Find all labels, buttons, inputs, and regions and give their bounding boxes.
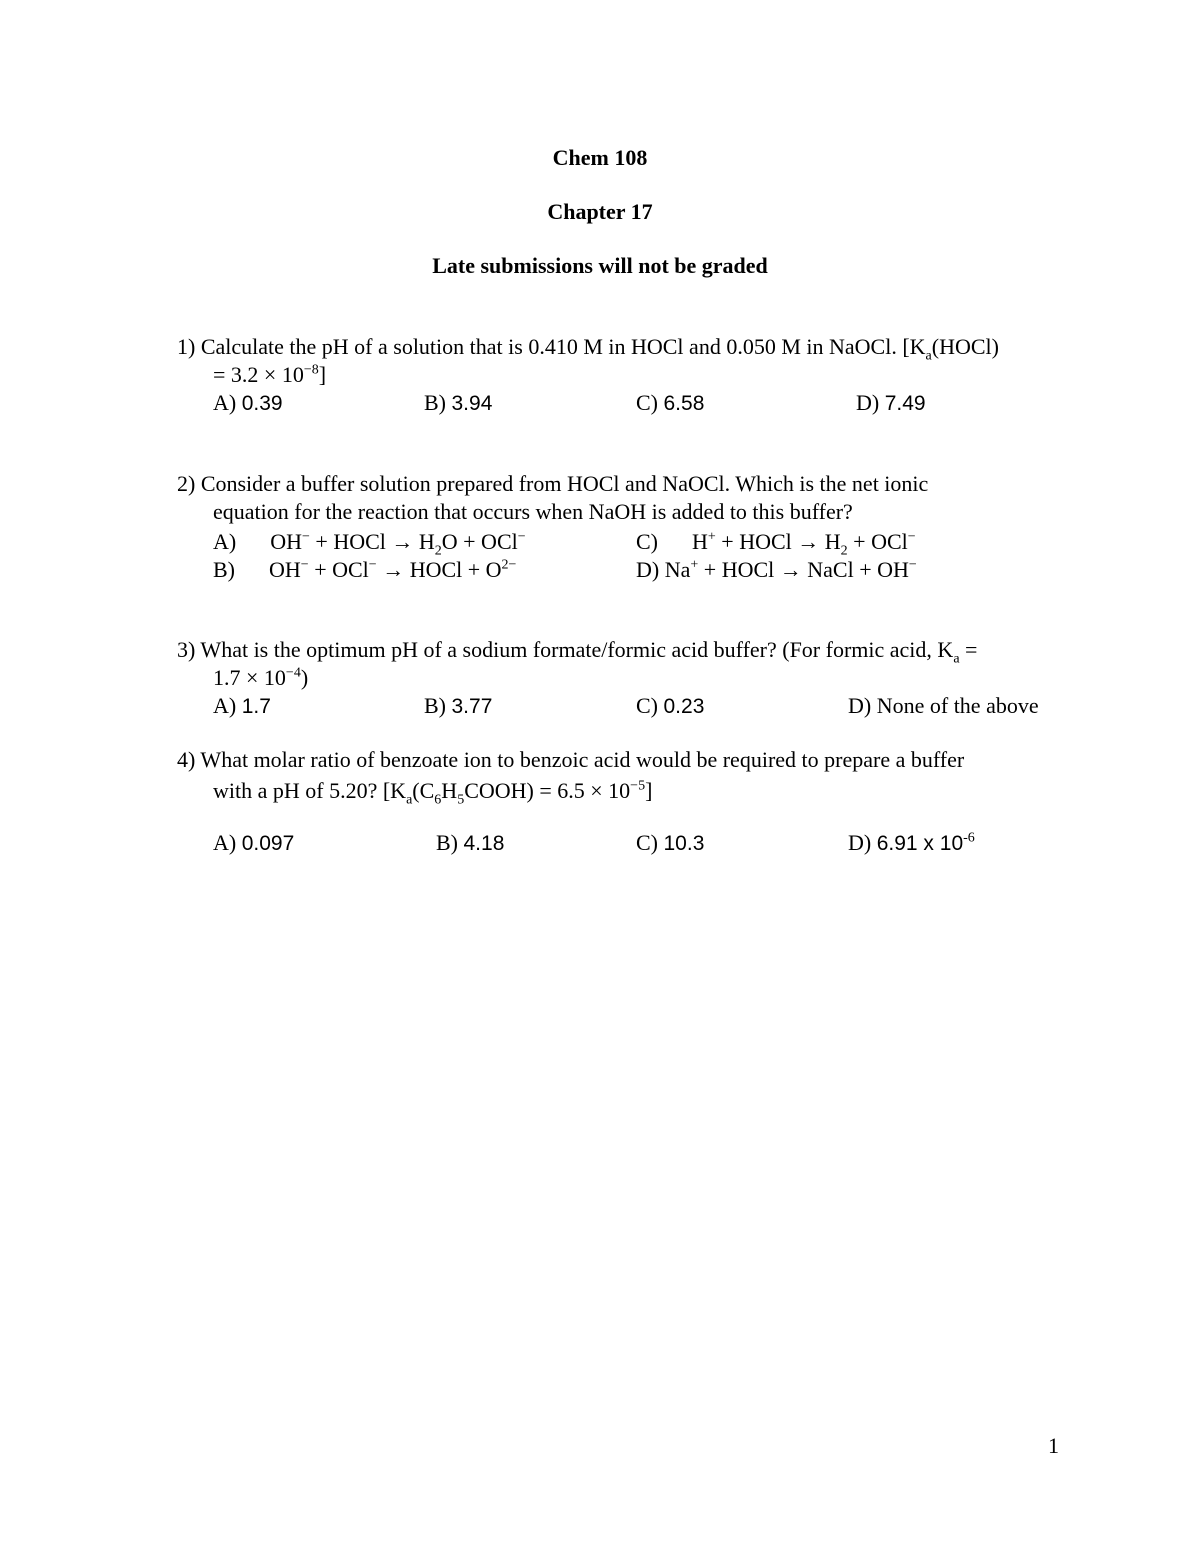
q1-option-d[interactable]: D) 7.49 <box>856 390 926 415</box>
q1-option-a[interactable]: A) 0.39 <box>213 390 283 415</box>
q3-option-a[interactable]: A) 1.7 <box>213 693 271 718</box>
question-4 <box>177 746 1077 808</box>
q3-option-d[interactable]: D) None of the above <box>848 693 1039 718</box>
q4-option-a[interactable]: A) 0.097 <box>213 830 295 855</box>
q1-option-c[interactable]: C) 6.58 <box>636 390 705 415</box>
q1-option-b[interactable]: B) 3.94 <box>424 390 493 415</box>
q4-option-b[interactable]: B) 4.18 <box>436 830 505 855</box>
question-2 <box>177 470 1077 526</box>
question-4-line-2: with a pH of 5.20? $[K_a(C_6H_5COOH) = 6.5 \times 10^{-5}]$ <box>213 778 653 808</box>
q3-option-c[interactable]: C) 0.23 <box>636 693 705 718</box>
q4-option-c[interactable]: C) 10.3 <box>636 830 705 855</box>
question-1-line-2: = $3.2 \times 10^{-8}$] <box>213 362 327 387</box>
question-1 <box>177 333 1077 389</box>
late-notice: Late submissions will not be graded <box>432 253 768 278</box>
question-2-line-2: equation for the reaction that occurs when NaOH is added to this buffer? <box>213 499 853 524</box>
course-title: Chem 108 <box>552 145 648 170</box>
q4-option-d[interactable]: D) 6.91 x $10^{-6}$ <box>848 830 975 855</box>
question-4-line-1: 4) What molar ratio of benzoate ion to benzoic acid would be required to prepare a buffer <box>177 747 965 772</box>
page-number: 1 <box>1048 1433 1059 1458</box>
q2-option-c[interactable]: C) H+ + HOCl → $H_2 + OCl^-$ <box>636 529 916 559</box>
q2-option-d[interactable]: D) Na+ + HOCl → NaCl + OH− <box>636 557 917 582</box>
question-2-line-1: 2) Consider a buffer solution prepared from HOCl and NaOCl. Which is the net ionic <box>177 471 929 496</box>
question-1-line-1: 1) Calculate the pH of a solution that is 0.410 M in HOCl and 0.050 M in NaOCl. [$K_a(HOCl)$ <box>177 334 999 364</box>
question-3-line-1: 3) What is the optimum pH of a sodium formate/formic acid buffer? (For formic acid, $K_a$ = <box>177 637 978 667</box>
q2-option-b[interactable]: B) OH− + OCl− → HOCl + $O^{2-}$ <box>213 557 517 582</box>
q2-option-a[interactable]: A) OH− + HOCl → $H_2O + OCl^-$ <box>213 529 526 559</box>
question-3 <box>177 636 1077 692</box>
q3-option-b[interactable]: B) 3.77 <box>424 693 493 718</box>
question-3-line-2: $1.7 \times 10^{-4}$) <box>213 665 309 690</box>
chapter-title: Chapter 17 <box>547 199 653 224</box>
